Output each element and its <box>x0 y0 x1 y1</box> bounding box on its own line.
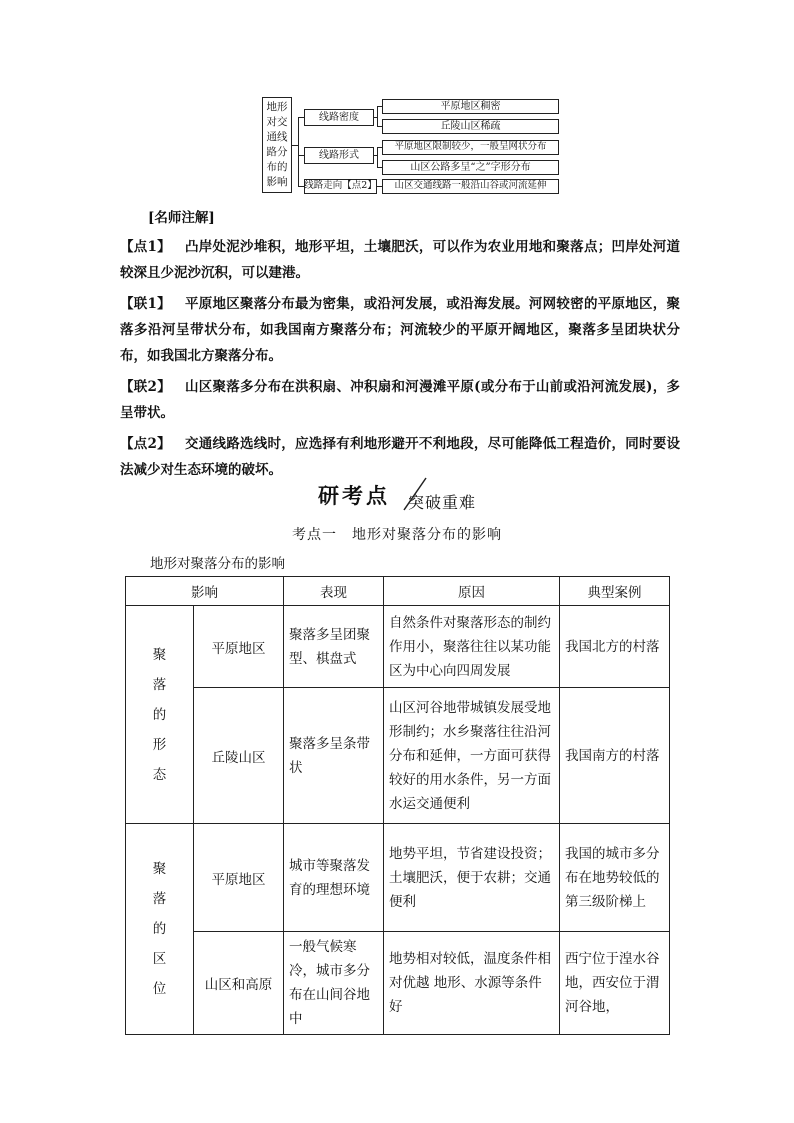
note-item <box>120 374 680 426</box>
expression-cell: 城市等聚落发育的理想环境 <box>284 824 384 932</box>
table-caption: 地形对聚落分布的影响 <box>150 556 285 572</box>
connector <box>298 186 304 187</box>
category-char: 落 <box>152 891 167 907</box>
connector <box>377 106 382 107</box>
category-char: 聚 <box>152 646 167 663</box>
reason-cell: 山区河谷地带城镇发展受地形制约；水乡聚落往往沿河分布和延伸，一方面可获得较好的用水条件，另一方面水运交通便利 <box>384 688 560 824</box>
area-cell: 平原地区 <box>194 824 284 932</box>
example-cell: 西宁位于湟水谷地，西安位于渭河谷地， <box>560 932 670 1035</box>
diagram-result-5: 山区交通线路一般沿山谷或河流延伸 <box>382 179 559 194</box>
influence-diagram <box>262 97 562 197</box>
area-cell: 山区和高原 <box>194 932 284 1035</box>
table-header-cell: 影响 <box>126 577 284 606</box>
category-char: 区 <box>152 951 167 967</box>
table-header-row <box>126 577 670 606</box>
note-text: 山区聚落多分布在洪积扇、冲积扇和河漫滩平原(或分布于山前或沿河流发展)，多呈带状。 <box>120 379 680 421</box>
connector <box>377 147 378 168</box>
note-text: 交通线路选线时，应选择有利地形避开不利地段，尽可能降低工程造价，同时要设法减少对生态环境的破坏。 <box>120 436 680 478</box>
banner-sub-text: 突破重难 <box>408 493 477 512</box>
example-cell: 我国南方的村落 <box>560 688 670 824</box>
note-tag: 【联2】 <box>120 379 171 395</box>
diagram-form-box: 线路形式 <box>304 147 374 164</box>
connector <box>298 117 299 187</box>
example-cell: 我国北方的村落 <box>560 606 670 688</box>
table-row <box>126 932 670 1035</box>
reason-cell: 地势相对较低，温度条件相对优越 地形、水源等条件好 <box>384 932 560 1035</box>
table-header-cell: 原因 <box>384 577 560 606</box>
reason-cell: 自然条件对聚落形态的制约作用小，聚落往往以某功能区为中心向四周发展 <box>384 606 560 688</box>
diagram-direction-box: 线路走向【点2】 <box>304 179 377 194</box>
connector <box>377 126 382 127</box>
table-row <box>126 824 670 932</box>
connector <box>377 167 382 168</box>
category-char: 的 <box>152 706 167 723</box>
connector <box>377 186 382 187</box>
category-cell <box>126 606 194 824</box>
area-cell: 平原地区 <box>194 606 284 688</box>
note-item <box>120 291 680 369</box>
section-banner <box>318 476 518 516</box>
note-tag: 【联1】 <box>120 296 171 312</box>
reason-cell: 地势平坦，节省建设投资；土壤肥沃，便于农耕；交通便利 <box>384 824 560 932</box>
table-header-cell: 表现 <box>284 577 384 606</box>
connector <box>377 147 382 148</box>
category-char: 的 <box>152 921 167 937</box>
section-title: 考点一 地形对聚落分布的影响 <box>292 527 502 543</box>
banner-main-text: 研考点 <box>318 484 390 508</box>
diagram-result-2: 丘陵山区稀疏 <box>382 119 559 134</box>
table-row <box>126 688 670 824</box>
category-char: 态 <box>152 766 167 783</box>
notes-heading: [名师注解] <box>148 210 215 226</box>
category-cell <box>126 824 194 1035</box>
expression-cell: 聚落多呈团聚型、棋盘式 <box>284 606 384 688</box>
diagram-density-box: 线路密度 <box>304 109 374 126</box>
category-char: 位 <box>152 981 167 997</box>
diagram-main-box: 地形对交通线路分布的影响 <box>262 97 292 193</box>
category-char: 形 <box>152 736 167 753</box>
note-tag: 【点2】 <box>120 436 171 452</box>
expression-cell: 一般气候寒冷，城市多分布在山间谷地中 <box>284 932 384 1035</box>
table-header-cell: 典型案例 <box>560 577 670 606</box>
note-item <box>120 234 680 286</box>
connector <box>298 155 304 156</box>
area-cell: 丘陵山区 <box>194 688 284 824</box>
diagram-result-3: 平原地区限制较少，一般呈网状分布 <box>382 140 559 155</box>
diagram-result-4: 山区公路多呈“之”字形分布 <box>382 160 559 175</box>
note-tag: 【点1】 <box>120 239 171 255</box>
diagram-result-1: 平原地区稠密 <box>382 99 559 114</box>
note-text: 凸岸处泥沙堆积，地形平坦，土壤肥沃，可以作为农业用地和聚落点；凹岸处河道较深且少泥沙沉积，可以建港。 <box>120 239 680 281</box>
connector <box>377 106 378 127</box>
connector <box>298 117 304 118</box>
influence-table <box>125 576 670 1035</box>
teacher-notes <box>120 206 680 488</box>
table-row <box>126 606 670 688</box>
expression-cell: 聚落多呈条带状 <box>284 688 384 824</box>
category-char: 聚 <box>152 861 167 877</box>
note-text: 平原地区聚落分布最为密集，或沿河发展，或沿海发展。河网较密的平原地区，聚落多沿河呈带状分布，如我国南方聚落分布；河流较少的平原开阔地区，聚落多呈团块状分布，如我国北方聚落分布。 <box>120 296 680 364</box>
category-char: 落 <box>152 676 167 693</box>
example-cell: 我国的城市多分布在地势较低的第三级阶梯上 <box>560 824 670 932</box>
